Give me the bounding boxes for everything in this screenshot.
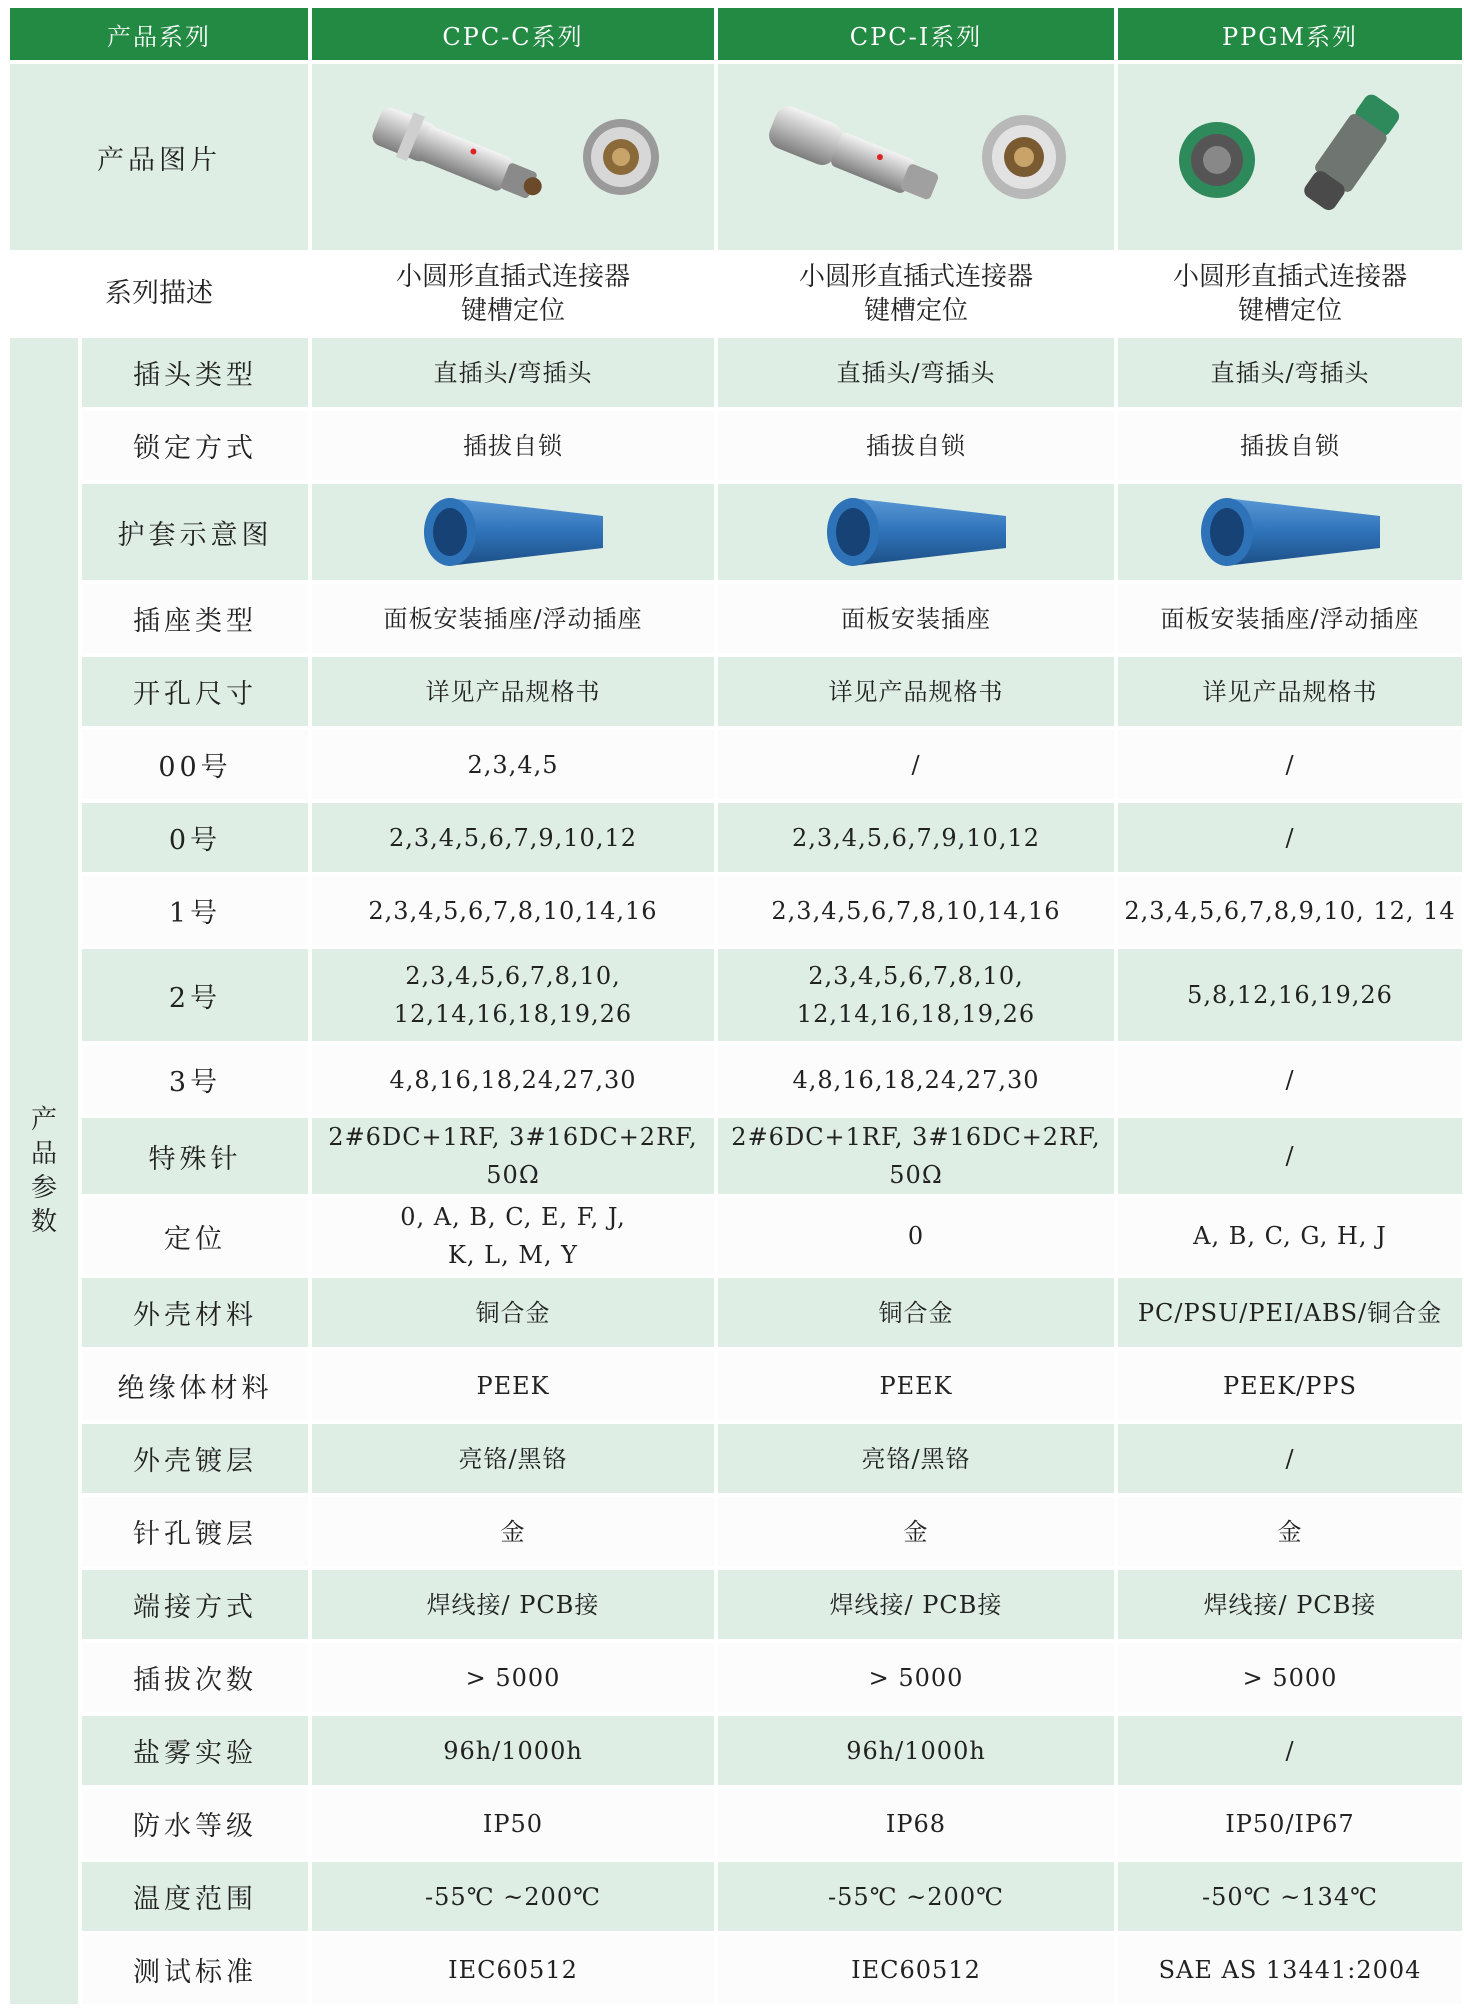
param-row: [10, 1278, 1462, 1347]
param-group-text: 产品参数: [30, 1105, 57, 1237]
param-value: -55℃ ~200℃: [312, 1862, 714, 1931]
sleeve-cell: [718, 484, 1114, 580]
param-value-line: 12,14,16,18,19,26: [393, 1000, 633, 1028]
description-cell: [312, 254, 714, 334]
param-value: 面板安装插座/浮动插座: [1118, 584, 1462, 653]
ppgm-plug-image: [1288, 87, 1408, 227]
param-row: [10, 1497, 1462, 1566]
description-line: 小圆形直插式连接器: [395, 262, 630, 292]
param-value: 插拔自锁: [312, 411, 714, 480]
param-value-line: K, L, M, Y: [447, 1241, 579, 1269]
param-value: /: [1118, 1118, 1462, 1194]
param-value: 2#6DC+1RF, 3#16DC+2RF, 50Ω: [312, 1118, 714, 1194]
param-row: [10, 1716, 1462, 1785]
cpc-c-plug-image: [360, 97, 550, 217]
param-value: 插拔自锁: [718, 411, 1114, 480]
param-label: 针孔镀层: [82, 1497, 308, 1566]
param-value-line: A, B, C, G, H, J: [1193, 1222, 1387, 1250]
param-value: SAE AS 13441:2004: [1118, 1935, 1462, 2004]
param-label: 防水等级: [82, 1789, 308, 1858]
protective-sleeve-image: [1195, 492, 1385, 572]
ppgm-socket-image: [1172, 102, 1262, 212]
param-value: 2,3,4,5,6,7,8,9,10, 12, 14: [1118, 876, 1462, 945]
param-row: [10, 1118, 1462, 1194]
param-value-line: 5,8,12,16,19,26: [1187, 981, 1393, 1009]
param-value: 金: [1118, 1497, 1462, 1566]
param-label: 盐雾实验: [82, 1716, 308, 1785]
param-value: -55℃ ~200℃: [718, 1862, 1114, 1931]
param-value-line: 0, A, B, C, E, F, J,: [400, 1203, 626, 1231]
param-label: 插座类型: [82, 584, 308, 653]
param-value: /: [1118, 803, 1462, 872]
param-label: 0号: [82, 803, 308, 872]
param-label: 1号: [82, 876, 308, 945]
param-value: PEEK: [312, 1351, 714, 1420]
param-value: [1118, 949, 1462, 1041]
param-value: 直插头/弯插头: [718, 338, 1114, 407]
param-row: [10, 338, 1462, 407]
cpc-i-socket-image: [974, 102, 1074, 212]
param-row: [10, 949, 1462, 1041]
image-row-label: 产品图片: [10, 64, 308, 250]
param-row: [10, 1862, 1462, 1931]
param-label: 外壳镀层: [82, 1424, 308, 1493]
param-label: 开孔尺寸: [82, 657, 308, 726]
param-value-line: 2,3,4,5,6,7,8,10,: [808, 962, 1024, 990]
param-row: [10, 1789, 1462, 1858]
param-value: 焊线接/ PCB接: [718, 1570, 1114, 1639]
description-line: 键槽定位: [1237, 296, 1342, 326]
param-value: 金: [718, 1497, 1114, 1566]
param-value: 直插头/弯插头: [312, 338, 714, 407]
param-value: 亮铬/黑铬: [718, 1424, 1114, 1493]
cpc-i-connector-photo: [718, 64, 1114, 250]
param-group-label: [10, 338, 78, 2004]
param-value: > 5000: [312, 1643, 714, 1712]
param-label: 2号: [82, 949, 308, 1041]
column-header-cpc-c: CPC-C系列: [312, 8, 714, 60]
param-row: [10, 876, 1462, 945]
param-value: 焊线接/ PCB接: [1118, 1570, 1462, 1639]
description-cell: [1118, 254, 1462, 334]
param-value: [718, 949, 1114, 1041]
param-value: 详见产品规格书: [718, 657, 1114, 726]
param-row: [10, 1643, 1462, 1712]
param-value: IP50/IP67: [1118, 1789, 1462, 1858]
description-line: 小圆形直插式连接器: [1172, 262, 1407, 292]
param-value: 铜合金: [312, 1278, 714, 1347]
description-row: [10, 254, 1462, 334]
param-value: /: [1118, 1045, 1462, 1114]
param-label: 插拔次数: [82, 1643, 308, 1712]
param-value: 2,3,4,5,6,7,9,10,12: [718, 803, 1114, 872]
param-value: > 5000: [718, 1643, 1114, 1712]
param-label: 定位: [82, 1198, 308, 1274]
param-row: [10, 1424, 1462, 1493]
param-value: PEEK/PPS: [1118, 1351, 1462, 1420]
ppgm-connector-photo: [1118, 64, 1462, 250]
param-value: 4,8,16,18,24,27,30: [718, 1045, 1114, 1114]
sleeve-cell: [1118, 484, 1462, 580]
cpc-i-plug-image: [758, 97, 948, 217]
protective-sleeve-image: [821, 492, 1011, 572]
param-value: 96h/1000h: [312, 1716, 714, 1785]
param-row: [10, 1935, 1462, 2004]
param-row: [10, 730, 1462, 799]
param-row: [10, 1351, 1462, 1420]
param-value: /: [1118, 730, 1462, 799]
param-label: 00号: [82, 730, 308, 799]
series-header-label: 产品系列: [10, 8, 308, 60]
param-label: 绝缘体材料: [82, 1351, 308, 1420]
param-value: 详见产品规格书: [312, 657, 714, 726]
param-value: -50℃ ~134℃: [1118, 1862, 1462, 1931]
param-label: 温度范围: [82, 1862, 308, 1931]
description-line: 小圆形直插式连接器: [798, 262, 1033, 292]
param-label: 护套示意图: [82, 484, 308, 580]
description-label: 系列描述: [10, 254, 308, 334]
param-value: PC/PSU/PEI/ABS/铜合金: [1118, 1278, 1462, 1347]
param-value: 2,3,4,5,6,7,8,10,14,16: [312, 876, 714, 945]
param-value: 插拔自锁: [1118, 411, 1462, 480]
param-value: [1118, 1198, 1462, 1274]
param-value: IP68: [718, 1789, 1114, 1858]
param-value: [718, 1198, 1114, 1274]
param-row: [10, 411, 1462, 480]
param-value: /: [718, 730, 1114, 799]
param-label: 特殊针: [82, 1118, 308, 1194]
param-label: 外壳材料: [82, 1278, 308, 1347]
param-row: [10, 657, 1462, 726]
spec-table: [6, 4, 1464, 2008]
param-row: [10, 1045, 1462, 1114]
param-value: [312, 1198, 714, 1274]
param-value: 金: [312, 1497, 714, 1566]
param-value: IEC60512: [312, 1935, 714, 2004]
param-value-line: 12,14,16,18,19,26: [796, 1000, 1036, 1028]
param-value: 铜合金: [718, 1278, 1114, 1347]
param-value: 2,3,4,5,6,7,8,10,14,16: [718, 876, 1114, 945]
param-label: 3号: [82, 1045, 308, 1114]
param-value: 2,3,4,5: [312, 730, 714, 799]
param-value: 详见产品规格书: [1118, 657, 1462, 726]
description-line: 键槽定位: [460, 296, 565, 326]
param-value: 亮铬/黑铬: [312, 1424, 714, 1493]
description-cell: [718, 254, 1114, 334]
param-row: [10, 1198, 1462, 1274]
column-header-cpc-i: CPC-I系列: [718, 8, 1114, 60]
param-value: 焊线接/ PCB接: [312, 1570, 714, 1639]
param-row: [10, 1570, 1462, 1639]
header-row: [10, 8, 1462, 60]
param-label: 测试标准: [82, 1935, 308, 2004]
param-value: /: [1118, 1424, 1462, 1493]
param-row: [10, 803, 1462, 872]
param-value: 直插头/弯插头: [1118, 338, 1462, 407]
image-row: [10, 64, 1462, 250]
param-row: [10, 484, 1462, 580]
param-value: /: [1118, 1716, 1462, 1785]
param-value: 96h/1000h: [718, 1716, 1114, 1785]
param-label: 锁定方式: [82, 411, 308, 480]
param-value-line: 0: [907, 1222, 925, 1250]
param-value: [312, 949, 714, 1041]
param-value: > 5000: [1118, 1643, 1462, 1712]
param-value-line: 2,3,4,5,6,7,8,10,: [405, 962, 621, 990]
param-value: 面板安装插座/浮动插座: [312, 584, 714, 653]
param-value: PEEK: [718, 1351, 1114, 1420]
column-header-ppgm: PPGM系列: [1118, 8, 1462, 60]
param-value: 2,3,4,5,6,7,9,10,12: [312, 803, 714, 872]
sleeve-cell: [312, 484, 714, 580]
param-value: IEC60512: [718, 1935, 1114, 2004]
param-value: 面板安装插座: [718, 584, 1114, 653]
param-row: [10, 584, 1462, 653]
param-label: 插头类型: [82, 338, 308, 407]
param-value: 2#6DC+1RF, 3#16DC+2RF, 50Ω: [718, 1118, 1114, 1194]
param-value: 4,8,16,18,24,27,30: [312, 1045, 714, 1114]
protective-sleeve-image: [418, 492, 608, 572]
cpc-c-connector-photo: [312, 64, 714, 250]
cpc-c-socket-image: [576, 102, 666, 212]
description-line: 键槽定位: [863, 296, 968, 326]
param-label: 端接方式: [82, 1570, 308, 1639]
param-value: IP50: [312, 1789, 714, 1858]
